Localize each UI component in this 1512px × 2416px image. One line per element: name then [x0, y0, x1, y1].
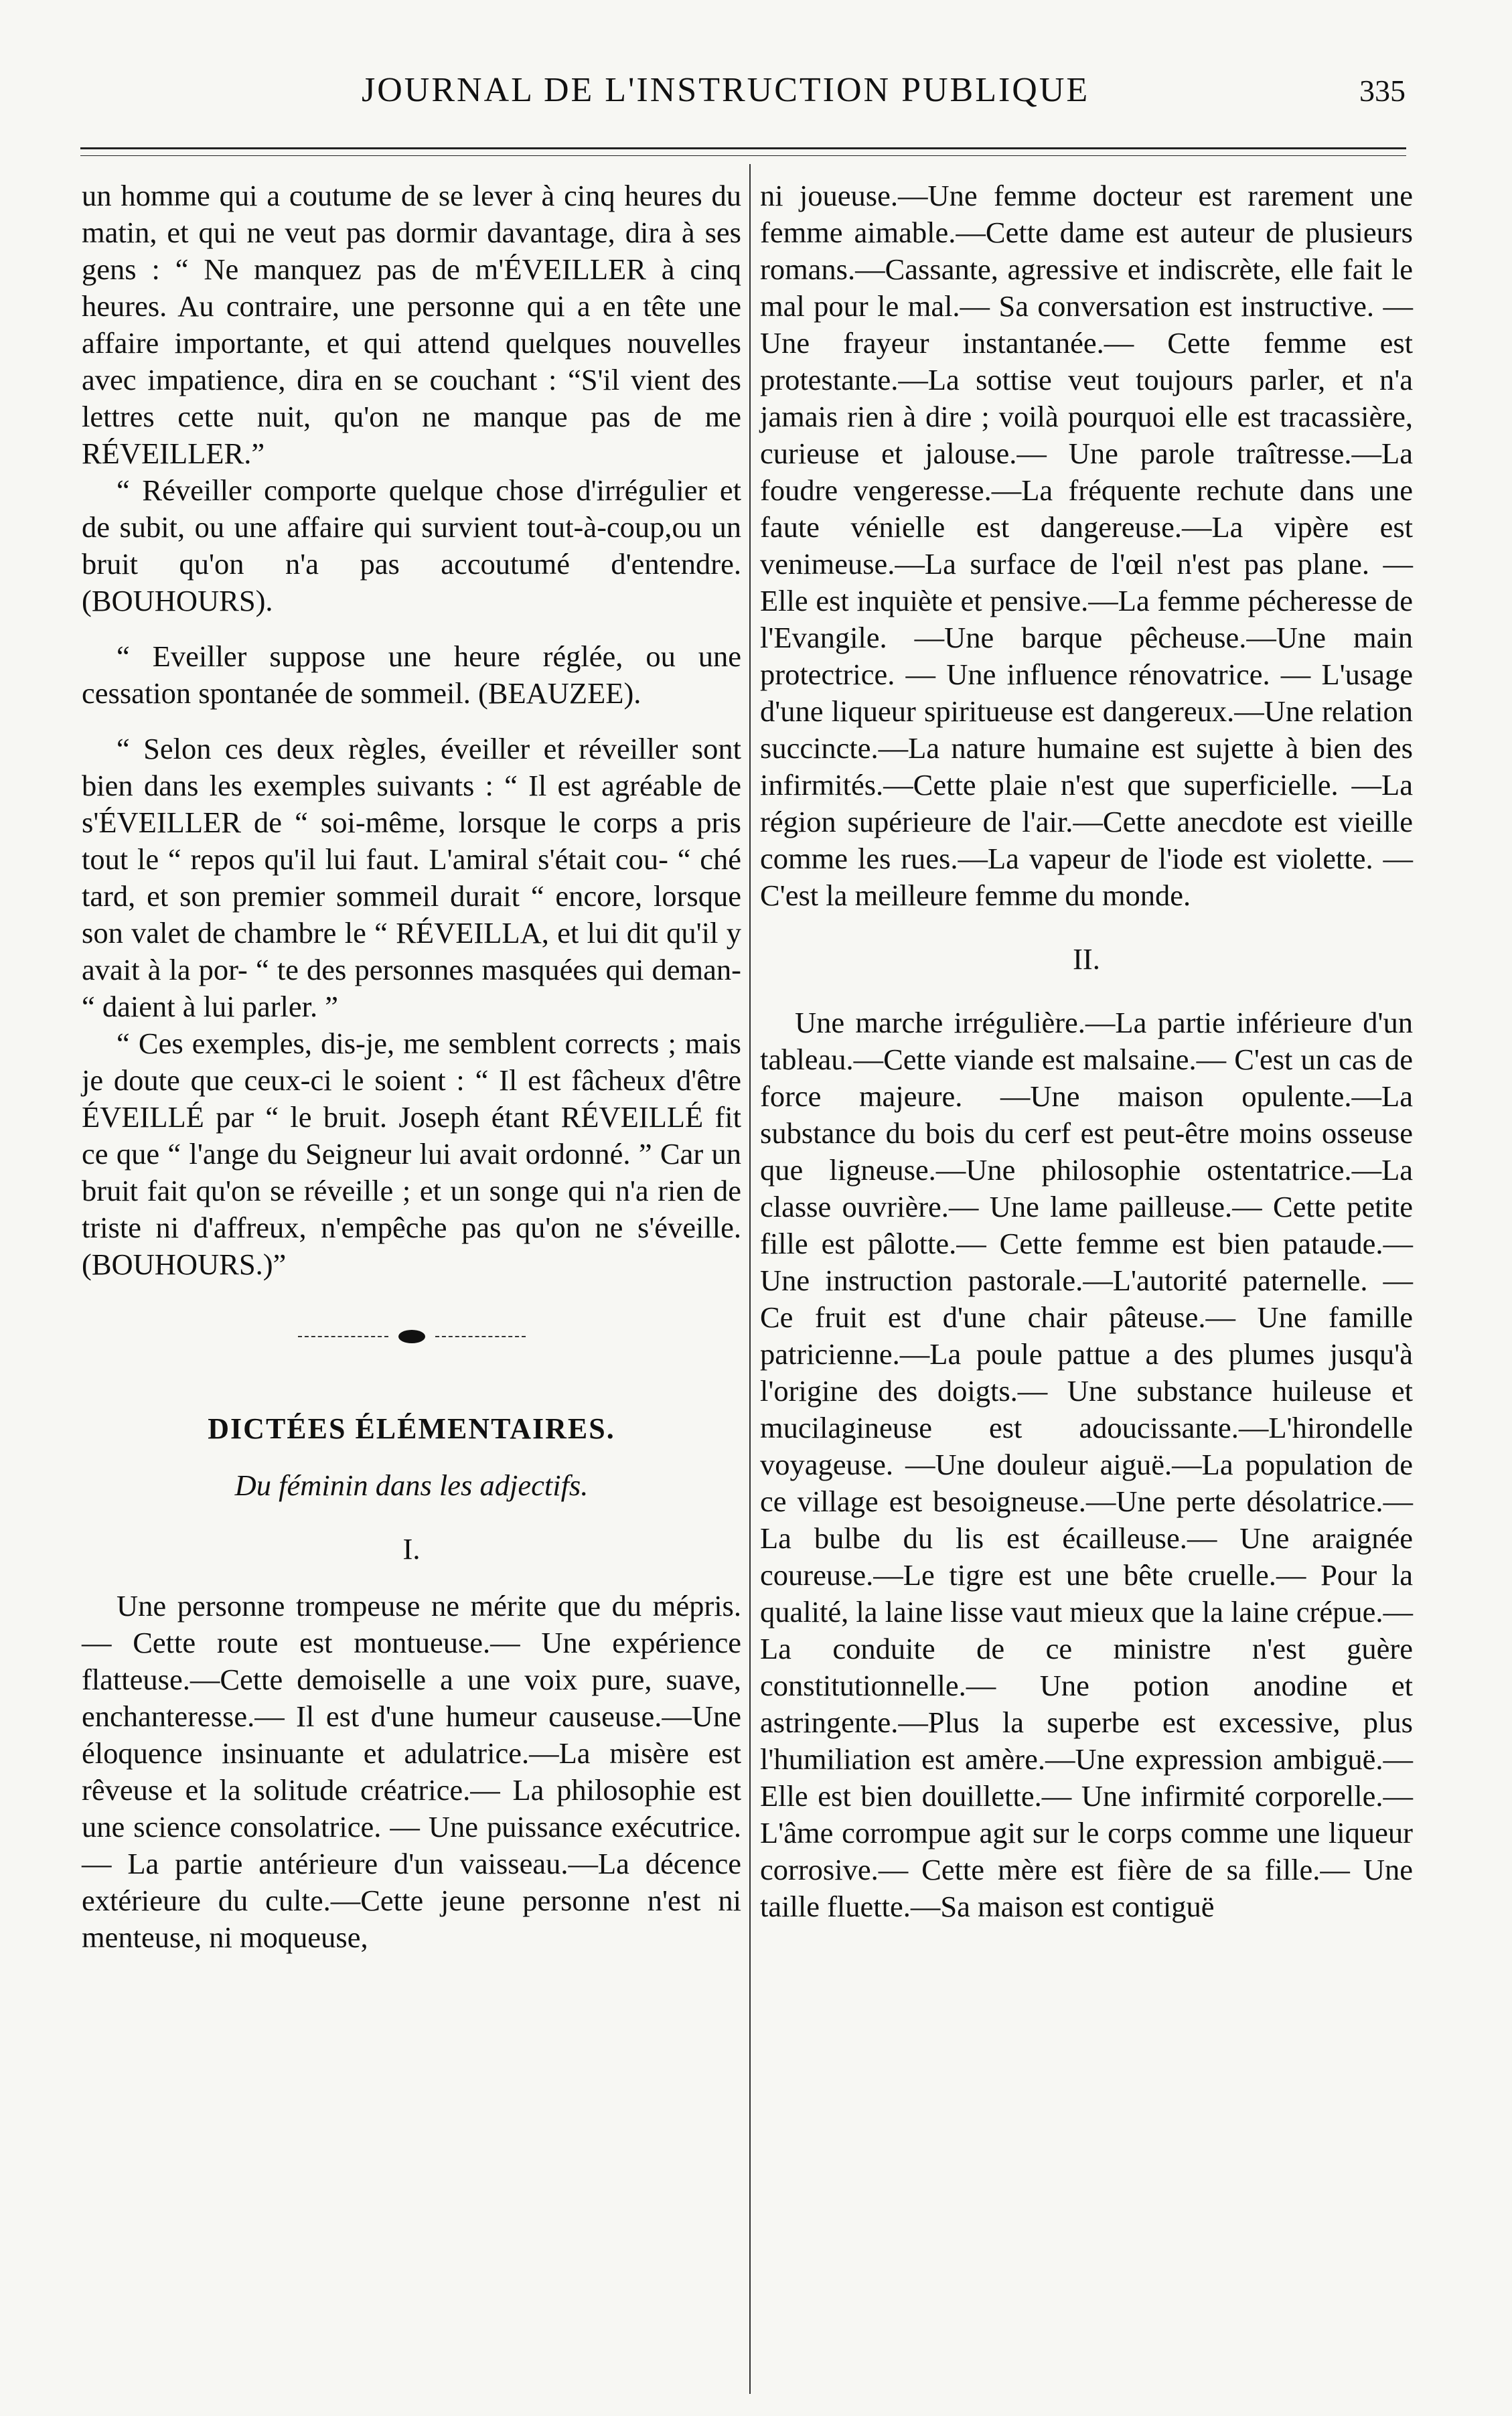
paragraph-regles: “ Selon ces deux règles, éveiller et réveiller sont bien dans les exemples suivants : “ Il est agréable de s'ÉVEILLER de “ soi-même, lorsque le corps a pris tout le “ repos qu'il lui faut. L'amiral s'était cou- “ ché tard, et son premier sommeil durait “ encore, lorsque son valet de chambre le “ RÉVEILLA, et lui dit qu'il y avait à la por- “ te des personnes masquées qui deman- “ daient à lui parler. ”	[82, 732, 741, 1023]
running-head	[0, 70, 1512, 124]
dictation-part-1-continued: ni joueuse.—Une femme docteur est rarement une femme aimable.—Cette dame est auteur de plusieurs romans.—Cassante, agressive et indiscrète, elle fait le mal pour le mal.— Sa conversation est instructive. —Une frayeur instantanée.— Cette femme est protestante.—La sottise veut toujours parler, et n'a jamais rien à dire ; voilà pourquoi elle est tracassière, curieuse et jalouse.— Une parole traîtresse.—La foudre vengeresse.—La fréquente rechute dans une faute vénielle est dangereuse.—La vipère est venimeuse.—La surface de l'œil n'est pas plane. — Elle est inquiète et pensive.—La femme pécheresse de l'Evangile. —Une barque pêcheuse.—Une main protectrice. — Une influence rénovatrice. — L'usage d'une liqueur spiritueuse est dangereux.—Une relation succincte.—La nature humaine est sujette à bien des infirmités.—Cette plaie n'est que superficielle. —La région supérieure de l'air.—Cette anecdote est vieille comme les rues.—La vapeur de l'iode est violette. — C'est la meilleure femme du monde.	[760, 179, 1413, 912]
paragraph-continuation: un homme qui a coutume de se lever à cinq heures du matin, et qui ne veut pas dormir davantage, dira à ses gens : “ Ne manquez pas de m'ÉVEILLER à cinq heures. Au contraire, une personne qui a en tête une affaire importante, et qui attend quelques nouvelles avec impatience, dira en se couchant : “S'il vient des lettres cette nuit, qu'on ne manque pas de me RÉVEILLER.”	[82, 179, 741, 470]
part-number-1: I.	[402, 1532, 421, 1566]
section-heading: DICTÉES ÉLÉMENTAIRES.	[208, 1412, 615, 1445]
paragraph-eveiller: “ Eveiller suppose une heure réglée, ou une cessation spontanée de sommeil. (BEAUZEE).	[82, 639, 741, 710]
ornament-rule-right	[435, 1336, 526, 1337]
column-divider	[749, 164, 751, 2394]
header-rule-thick	[80, 147, 1406, 149]
journal-title: JOURNAL DE L'INSTRUCTION PUBLIQUE	[362, 71, 1090, 109]
section-subtitle: Du féminin dans les adjectifs.	[234, 1468, 589, 1502]
section-ornament	[298, 1323, 526, 1350]
dictation-part-2: Une marche irrégulière.—La partie inférieure d'un tableau.—Cette viande est malsaine.— C'est un cas de force majeure. —Une maison opulente.—La substance du bois du cerf est peut-être moins osseuse que ligneuse.—Une philosophie ostentatrice.—La classe ouvrière.— Une lame pailleuse.— Cette petite fille est pâlotte.— Cette femme est bien pataude.—Une instruction pastorale.—L'autorité paternelle. —Ce fruit est d'une chair pâteuse.— Une famille patricienne.—La poule pattue a des plumes jusqu'à l'origine des doigts.— Une substance huileuse et mucilagineuse est adoucissante.—L'hirondelle voyageuse. —Une douleur aiguë.—La population de ce village est besoigneuse.—Une perte désolatrice.—La bulbe du lis est écailleuse.— Une araignée coureuse.—Le tigre est une bête cruelle.— Pour la qualité, la laine lisse vaut mieux que la laine crépue.—La conduite de ce ministre n'est guère constitutionnelle.— Une potion anodine et astringente.—Plus la superbe est excessive, plus l'humiliation est amère.—Une expression ambiguë.—Elle est bien douillette.— Une infirmité corporelle.—L'âme corrompue agit sur le corps comme une liqueur corrosive.— Cette mère est fière de sa fille.— Une taille fluette.—Sa maison est contiguë	[760, 1006, 1413, 1923]
right-column	[760, 177, 1413, 1925]
paragraph-exemples: “ Ces exemples, dis-je, me semblent corrects ; mais je doute que ceux-ci le soient : “ Il est fâcheux d'être ÉVEILLÉ par “ le bruit. Joseph étant RÉVEILLÉ fit ce que “ l'ange du Seigneur lui avait ordonné. ” Car un bruit fait qu'on se réveille ; et un songe qui n'a rien de triste ni d'affreux, n'empêche pas qu'on ne s'éveille. (BOUHOURS.)”	[82, 1027, 741, 1281]
header-rule-thin	[80, 155, 1406, 156]
part-number-2: II.	[1073, 942, 1100, 976]
ornament-fleuron	[398, 1330, 425, 1343]
ornament-rule-left	[298, 1336, 388, 1337]
left-column	[82, 177, 741, 1956]
page-number: 335	[1359, 74, 1406, 108]
dictation-part-1: Une personne trompeuse ne mérite que du mépris.— Cette route est montueuse.— Une expérience flatteuse.—Cette demoiselle a une voix pure, suave, enchanteresse.— Il est d'une humeur causeuse.—Une éloquence insinuante et adulatrice.—La misère est rêveuse et la solitude créatrice.— La philosophie est une science consolatrice. — Une puissance exécutrice. — La partie antérieure d'un vaisseau.—La décence extérieure du culte.—Cette jeune personne n'est ni menteuse, ni moqueuse,	[82, 1589, 741, 1954]
paragraph-reveiller: “ Réveiller comporte quelque chose d'irrégulier et de subit, ou une affaire qui survient tout-à-coup,ou un bruit qu'on n'a pas accoutumé d'entendre. (BOUHOURS).	[82, 473, 741, 617]
